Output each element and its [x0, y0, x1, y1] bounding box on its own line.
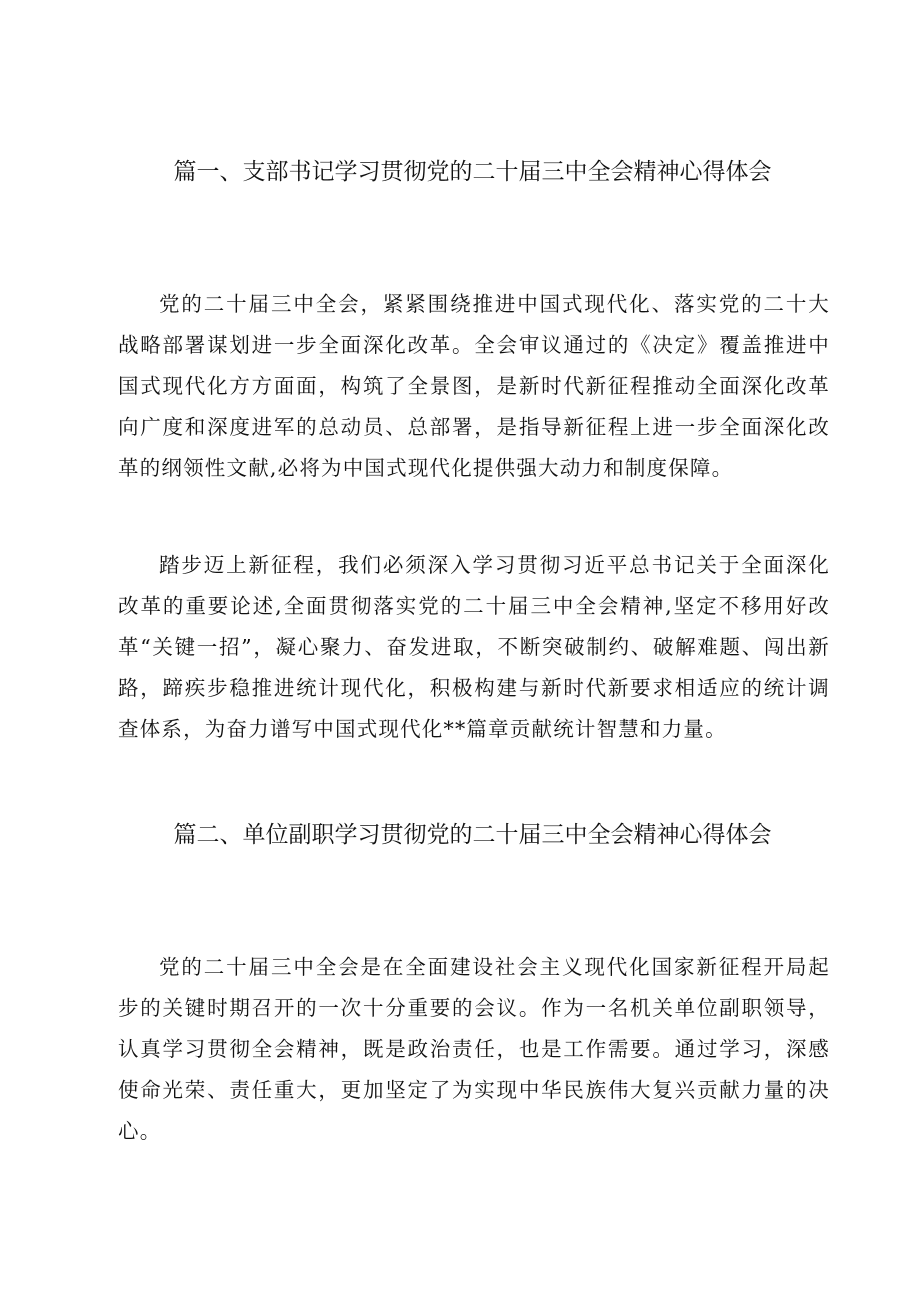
section-1-paragraph-1: 党的二十届三中全会，紧紧围绕推进中国式现代化、落实党的二十大战略部署谋划进一步全面深化改革。全会审议通过的《决定》覆盖推进中国式现代化方方面面，构筑了全景图，是新时代新征程推动全面深化改革向广度和深度进军的总动员、总部署，是指导新征程上进一步全面深化改革的纲领性文献,必将为中国式现代化提供强大动力和制度保障。: [118, 292, 830, 480]
section-1-paragraph-2: 踏步迈上新征程，我们必须深入学习贯彻习近平总书记关于全面深化改革的重要论述,全面贯彻落实党的二十届三中全会精神,坚定不移用好改革“关键一招”，凝心聚力、奋发进取，不断突破制约、破解难题、闯出新路，蹄疾步稳推进统计现代化，积极构建与新时代新要求相适应的统计调查体系，为奋力谱写中国式现代化**篇章贡献统计智慧和力量。: [118, 553, 830, 741]
section-2-heading: 篇二、单位副职学习贯彻党的二十届三中全会精神心得体会: [173, 822, 772, 848]
section-2-paragraph-1: 党的二十届三中全会是在全面建设社会主义现代化国家新征程开局起步的关键时期召开的一次十分重要的会议。作为一名机关单位副职领导，认真学习贯彻全会精神，既是政治责任，也是工作需要。通过学习，深感使命光荣、责任重大，更加坚定了为实现中华民族伟大复兴贡献力量的决心。: [118, 955, 830, 1143]
section-1-heading: 篇一、支部书记学习贯彻党的二十届三中全会精神心得体会: [173, 159, 772, 185]
